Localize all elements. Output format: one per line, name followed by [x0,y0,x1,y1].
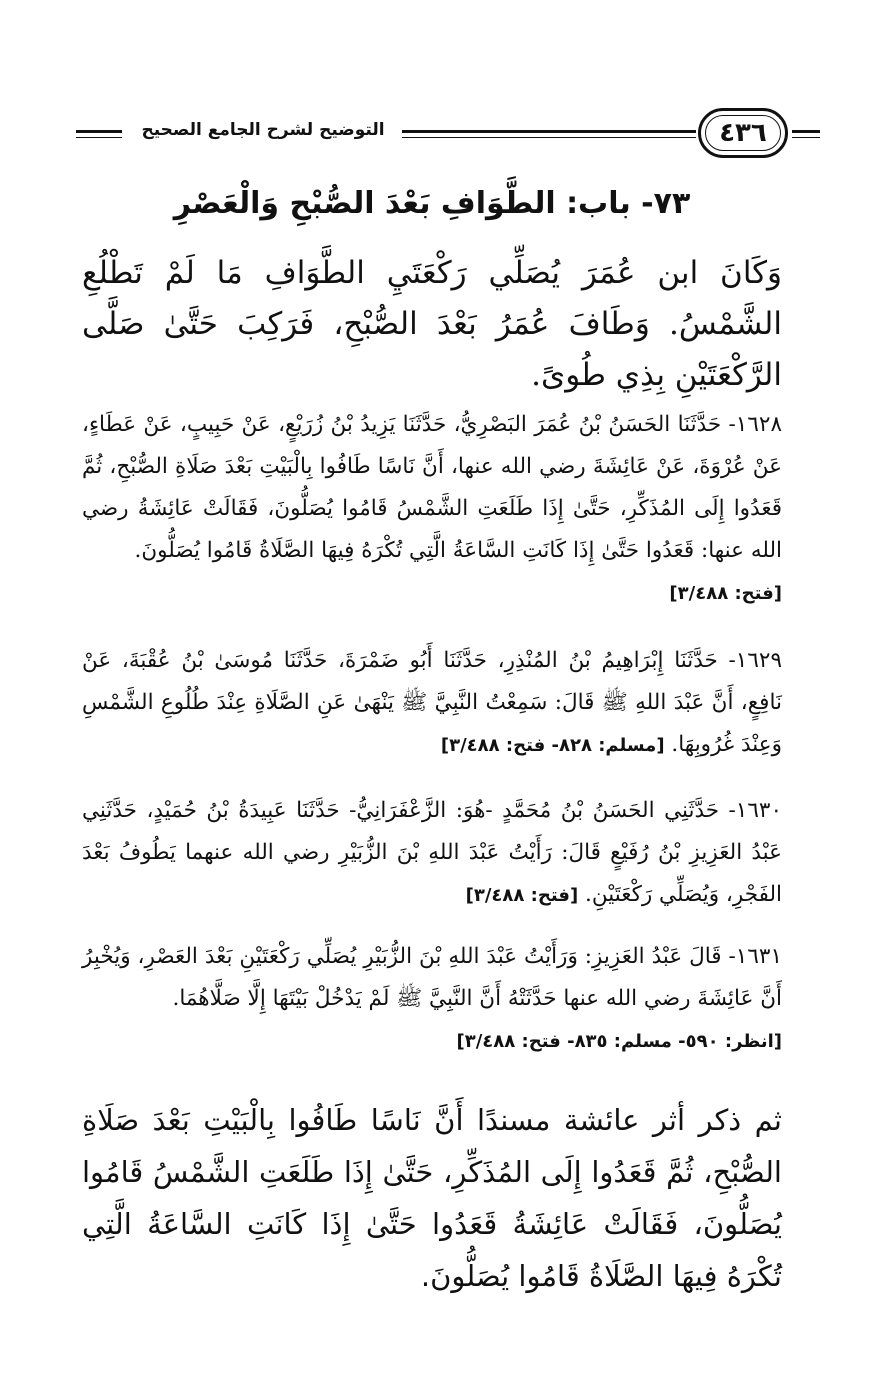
header-rule-middle [402,130,696,138]
chapter-title: ٧٣- باب: الطَّوَافِ بَعْدَ الصُّبْحِ وَالْعَصْرِ [173,186,691,221]
hadith-1631 [82,936,782,1063]
hadith-text: ١٦٢٨- حَدَّثَنَا الحَسَنُ بْنُ عُمَرَ البَصْرِيُّ، حَدَّثَنَا يَزِيدُ بْنُ زُرَيْعٍ، عَنْ حَبِيبٍ، عَنْ عَطَاءٍ، عَنْ عُرْوَةَ، عَنْ عَائِشَةَ رضي الله عنها، أَنَّ نَاسًا طَافُوا بِالْبَيْتِ بَعْدَ صَلَاةِ الصُّبْحِ، ثُمَّ قَعَدُوا إِلَى المُذَكِّرِ، حَتَّىٰ إِذَا طَلَعَتِ الشَّمْسُ قَامُوا يُصَلُّونَ، فَقَالَتْ عَائِشَةُ رضي الله عنها: قَعَدُوا حَتَّىٰ إِذَا كَانَتِ السَّاعَةُ الَّتِي تُكْرَهُ فِيهَا الصَّلَاةُ قَامُوا يُصَلُّونَ. [82,412,782,563]
chapter-intro: وَكَانَ ابن عُمَرَ يُصَلِّي رَكْعَتَيِ الطَّوَافِ مَا لَمْ تَطْلُعِ الشَّمْسُ. وَطَافَ عُمَرُ بَعْدَ الصُّبْحِ، فَرَكِبَ حَتَّىٰ صَلَّى الرَّكْعَتَيْنِ بِذِي طُوىً. [82,255,782,393]
hadith-reference: [انظر: ٥٩٠- مسلم: ٨٣٥- فتح: ٣/٤٨٨] [456,1031,782,1052]
hadith-reference: [مسلم: ٨٢٨- فتح: ٣/٤٨٨] [440,735,665,756]
hadith-1630 [82,790,782,917]
hadith-1628 [82,404,782,615]
page-number-badge [698,108,788,158]
page-number: ٤٣٦ [719,118,767,148]
page-header [76,104,820,164]
hadith-reference: [فتح: ٣/٤٨٨] [669,583,782,604]
hadith-1629 [82,640,782,767]
hadith-reference: [فتح: ٣/٤٨٨] [465,885,579,906]
running-title: التوضيح لشرح الجامع الصحيح [141,120,385,140]
commentary-paragraph: ثم ذكر أثر عائشة مسندًا أَنَّ نَاسًا طَافُوا بِالْبَيْتِ بَعْدَ صَلَاةِ الصُّبْحِ، ثُمَّ قَعَدُوا إِلَى المُذَكِّرِ، حَتَّىٰ إِذَا طَلَعَتِ الشَّمْسُ قَامُوا يُصَلُّونَ، فَقَالَتْ عَائِشَةُ قَعَدُوا حَتَّىٰ إِذَا كَانَتِ السَّاعَةُ الَّتِي تُكْرَهُ فِيهَا الصَّلَاةُ قَامُوا يُصَلُّونَ. [82,1103,782,1293]
hadith-text: ١٦٣١- قَالَ عَبْدُ العَزِيزِ: وَرَأَيْتُ عَبْدَ اللهِ بْنَ الزُّبَيْرِ يُصَلِّي رَكْعَتَيْنِ بَعْدَ العَصْرِ، وَيُخْبِرُ أَنَّ عَائِشَةَ رضي الله عنها حَدَّثَتْهُ أَنَّ النَّبِيَّ ﷺ لَمْ يَدْخُلْ بَيْتَهَا إِلَّا صَلَّاهُمَا. [82,944,782,1011]
hadith-text: ١٦٣٠- حَدَّثَنِي الحَسَنُ بْنُ مُحَمَّدٍ -هُوَ: الزَّعْفَرَانِيُّ- حَدَّثَنَا عَبِيدَةُ بْنُ حُمَيْدٍ، حَدَّثَنِي عَبْدُ العَزِيزِ بْنُ رُفَيْعٍ قَالَ: رَأَيْتُ عَبْدَ اللهِ بْنَ الزُّبَيْرِ رضي الله عنهما يَطُوفُ بَعْدَ الفَجْرِ، وَيُصَلِّي رَكْعَتَيْنِ. [82,798,782,907]
header-rule-left [76,130,122,138]
hadith-text: ١٦٢٩- حَدَّثَنَا إِبْرَاهِيمُ بْنُ المُنْذِرِ، حَدَّثَنَا أَبُو ضَمْرَةَ، حَدَّثَنَا مُوسَىٰ بْنُ عُقْبَةَ، عَنْ نَافِعٍ، أَنَّ عَبْدَ اللهِ ﷺ قَالَ: سَمِعْتُ النَّبِيَّ ﷺ يَنْهَىٰ عَنِ الصَّلَاةِ عِنْدَ طُلُوعِ الشَّمْسِ وَعِنْدَ غُرُوبِهَا. [82,648,782,757]
header-rule-right [792,130,820,138]
